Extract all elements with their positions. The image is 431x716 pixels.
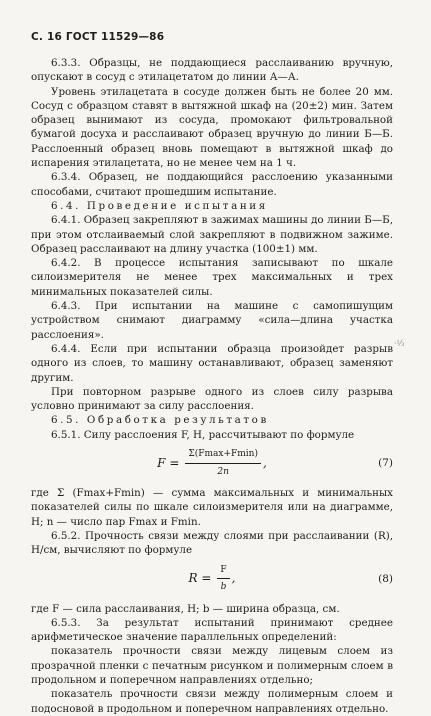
paragraph-where-sum: где Σ (Fmax+Fmin) — сумма максимальных и минимальных показателей силы по шкале силоизмерителя или на диаграмме, Н; n — число пар Fmax и Fmin. bbox=[31, 487, 393, 528]
paragraph-6-4-2: 6.4.2. В процессе испытания записывают по шкале силоизмерителя не менее трех максимальных и трех минимальных показателей силы. bbox=[31, 257, 393, 298]
paragraph-6-5-1: 6.5.1. Силу расслоения F, Н, рассчитывают по формуле bbox=[51, 428, 355, 441]
margin-mark: ·¹⁄₃ bbox=[394, 339, 405, 348]
page-body bbox=[31, 56, 393, 716]
formula-8-fraction bbox=[217, 563, 229, 595]
paragraph-6-5-3: 6.5.3. За результат испытаний принимают среднее арифметическое значение параллельных определений: bbox=[31, 616, 393, 644]
paragraph-polymer-layer-strength: показатель прочности связи между полимерным слоем и подосновой в продольном и поперечном направлениях отдельно. bbox=[31, 688, 393, 715]
formula-8 bbox=[31, 564, 393, 594]
paragraph-ethyl-acetate-level: Уровень этилацетата в сосуде должен быть не более 20 мм. Сосуд с образцом ставят в вытяжной шкаф на (20±2) мин. Затем образец вынимают из сосуда, промокают фильтровальной бумагой досуха и расслаивают образец вручную до линии Б—Б. Расслоенный образец вновь помещают в вытяжной шкаф до испарения этилацетата, но не менее чем на 1 ч. bbox=[31, 85, 393, 170]
paragraph-6-3-4: 6.3.4. Образец, не поддающийся расслоению указанными способами, считают прошедшим испытание. bbox=[31, 171, 393, 198]
page-header: С. 16 ГОСТ 11529—86 bbox=[31, 31, 165, 43]
section-heading-6-4: 6.4. Проведение испытания bbox=[51, 199, 268, 212]
paragraph-face-layer-strength: показатель прочности связи между лицевым слоем из прозрачной пленки с печатным рисунком и полимерным слоем в продольном и поперечном направлениях отдельно; bbox=[31, 645, 393, 686]
formula-8-comma: , bbox=[231, 571, 236, 586]
formula-8-lhs: R = bbox=[188, 571, 212, 586]
formula-7-fraction bbox=[185, 447, 261, 479]
formula-7-lhs: F = bbox=[157, 455, 180, 470]
formula-8-denominator: b bbox=[220, 582, 227, 592]
formula-8-numerator: F bbox=[217, 563, 229, 579]
formula-7-number: (7) bbox=[378, 456, 393, 469]
formula-7-comma: , bbox=[262, 455, 267, 470]
paragraph-6-4-1: 6.4.1. Образец закрепляют в зажимах машины до линии Б—Б, при этом отслаиваемый слой закрепляют в подвижном зажиме. Образец расслаивают на длину участка (100±1) мм. bbox=[31, 214, 393, 255]
paragraph-where-force: где F — сила расслаивания, Н; b — ширина образца, см. bbox=[31, 602, 340, 615]
paragraph-6-5-2: 6.5.2. Прочность связи между слоями при расслаивании (R), Н/см, вычисляют по формуле bbox=[31, 529, 393, 557]
formula-7-denominator: 2n bbox=[217, 466, 229, 477]
paragraph-6-3-3: 6.3.3. Образцы, не поддающиеся расслаиванию вручную, опускают в сосуд с этилацетатом до линии А—А. bbox=[31, 57, 393, 84]
formula-8-number: (8) bbox=[378, 572, 393, 585]
formula-7-numerator: Σ(Fmax+Fmin) bbox=[185, 447, 261, 463]
section-heading-6-5: 6.5. Обработка результатов bbox=[51, 414, 269, 427]
paragraph-repeated-rupture: При повторном разрыве одного из слоев силу разрыва условно принимают за силу расслоения. bbox=[31, 385, 393, 413]
formula-7 bbox=[31, 446, 393, 480]
paragraph-6-4-4: 6.4.4. Если при испытании образца произойдет разрыв одного из слоев, то машину останавливают, образец заменяют другим. bbox=[31, 342, 393, 384]
paragraph-6-4-3: 6.4.3. При испытании на машине с самопишущим устройством снимают диаграмму «сила—длина участка расслоения». bbox=[31, 300, 393, 341]
